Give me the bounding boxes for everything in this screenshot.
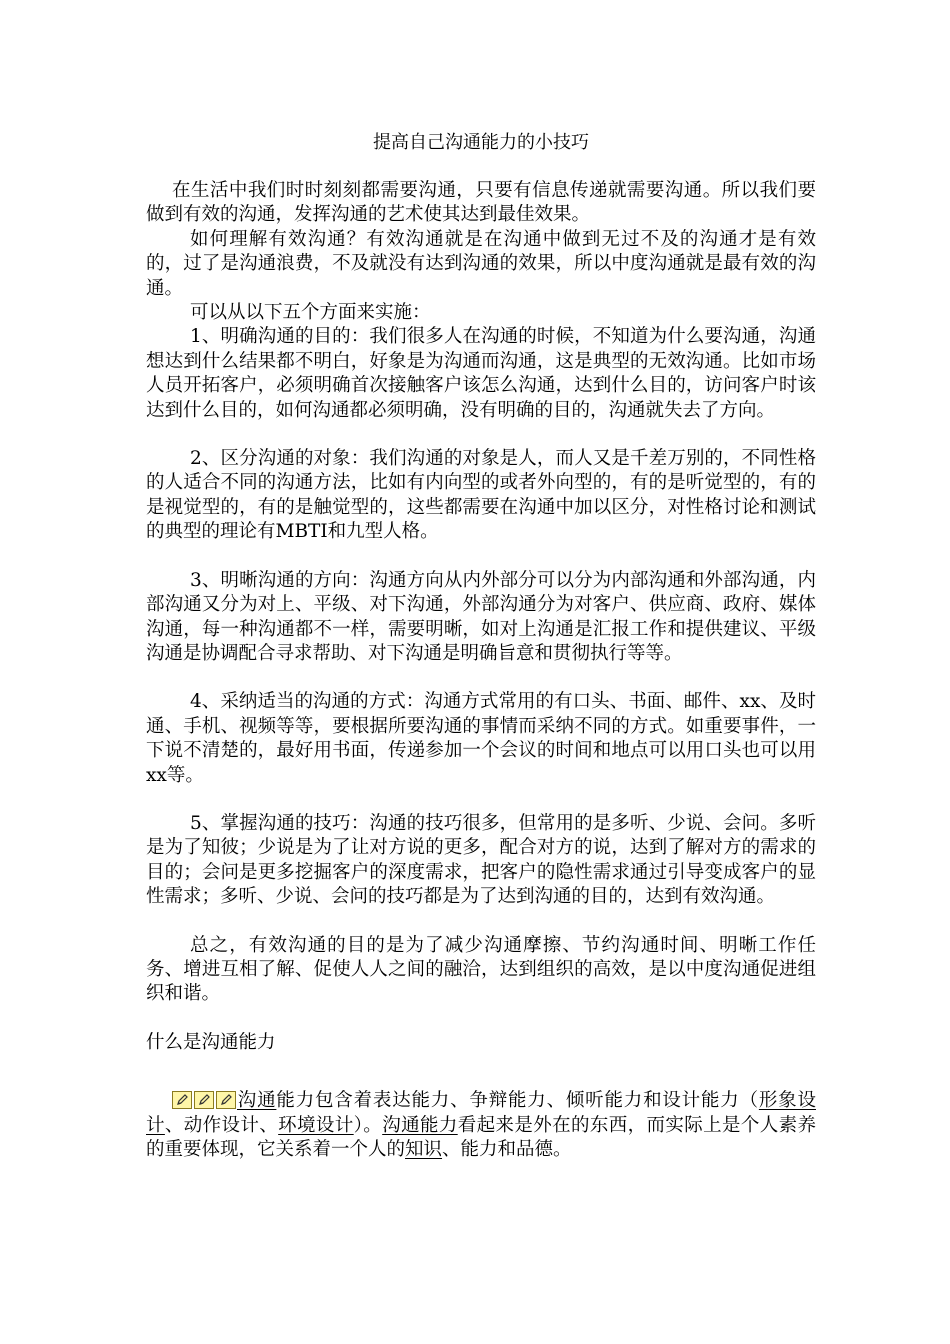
spacer [146, 666, 816, 690]
definition-text-1: 能力包含着表达能力、争辩能力、倾听能力和设计能力（ [276, 1090, 759, 1112]
link-huanjing-sheji[interactable]: 环境设计 [278, 1114, 354, 1136]
spacer [146, 910, 816, 934]
link-xingxiang-sheji[interactable]: 形象设计 [146, 1090, 816, 1136]
link-zhishi[interactable]: 知识 [405, 1139, 443, 1160]
edit-icon[interactable] [172, 1091, 192, 1109]
spacer [146, 1007, 816, 1031]
definition-text-5: 、能力和品德。 [442, 1139, 572, 1160]
point-2-paragraph: 2、区分沟通的对象：我们沟通的对象是人，而人又是千差万别的，不同性格的人适合不同的沟通方法，比如有内向型的或者外向型的，有的是听觉型的，有的是视觉型的，有的是触觉型的，这些都需要在沟通中加以区分，对性格讨论和测试的典型的理论有MBTI和九型人格。 [146, 448, 816, 543]
point-5-paragraph: 5、掌握沟通的技巧：沟通的技巧很多，但常用的是多听、少说、会问。多听是为了知彼；少说是为了让对方说的更多，配合对方的说，达到了解对方的需求的目的；会问是更多挖掘客户的深度需求，把客户的隐性需求通过引导变成客户的显性需求；多听、少说、会问的技巧都是为了达到沟通的目的，达到有效沟通。 [146, 812, 816, 908]
definition-text-2: 、动作设计、 [164, 1114, 279, 1136]
spacer [146, 545, 816, 569]
edit-icon[interactable] [216, 1091, 236, 1109]
point-1-paragraph: 1、明确沟通的目的：我们很多人在沟通的时候，不知道为什么要沟通，沟通想达到什么结果都不明白，好象是为沟通而沟通，这是典型的无效沟通。比如市场人员开拓客户，必须明确首次接触客户该怎么沟通，达到什么目的，访问客户时该达到什么目的，如何沟通都必须明确，没有明确的目的，沟通就失去了方向。 [146, 326, 816, 421]
intro-paragraph-1: 在生活中我们时时刻刻都需要沟通，只要有信息传递就需要沟通。所以我们要做到有效的沟通，发挥沟通的艺术使其达到最佳效果。 [146, 180, 816, 226]
spacer [146, 1055, 816, 1089]
point-3-paragraph: 3、明晰沟通的方向：沟通方向从内外部分可以分为内部沟通和外部沟通，内部沟通又分为对上、平级、对下沟通，外部沟通分为对客户、供应商、政府、媒体沟通，每一种沟通都不一样，需要明晰，如对上沟通是汇报工作和提供建议、平级沟通是协调配合寻求帮助、对下沟通是明确旨意和贯彻执行等等。 [146, 569, 816, 664]
point-4-paragraph: 4、采纳适当的沟通的方式：沟通方式常用的有口头、书面、邮件、xx、及时通、手机、视频等等，要根据所要沟通的事情而采纳不同的方式。如重要事件，一下说不清楚的，最好用书面，传递参加一个会议的时间和地点可以用口头也可以用xx等。 [146, 691, 816, 786]
spacer [146, 788, 816, 812]
link-goutong-nengli[interactable]: 沟通能力 [382, 1114, 458, 1136]
definition-text-3: ）。 [353, 1114, 383, 1136]
link-goutong[interactable]: 沟通 [237, 1090, 277, 1112]
document-title: 提高自己沟通能力的小技巧 [373, 132, 589, 153]
edit-icon[interactable] [194, 1091, 214, 1109]
definition-paragraph [146, 1089, 816, 1162]
summary-paragraph: 总之，有效沟通的目的是为了减少沟通摩擦、节约沟通时间、明晰工作任务、增进互相了解、促使人人之间的融洽，达到组织的高效，是以中度沟通促进组织和谐。 [146, 934, 816, 1005]
document-page [146, 130, 816, 1162]
section-heading: 什么是沟通能力 [146, 1031, 276, 1053]
edit-button-group[interactable] [172, 1091, 236, 1109]
spacer [146, 423, 816, 447]
definition-text-4: 看起来是外在的东西，而实际上是个人素养的重要体现，它关系着一个人的 [146, 1114, 816, 1160]
intro-paragraph-3: 可以从以下五个方面来实施： [190, 302, 431, 324]
intro-paragraph-2: 如何理解有效沟通？有效沟通就是在沟通中做到无过不及的沟通才是有效的，过了是沟通浪费，不及就没有达到沟通的效果，所以中度沟通就是最有效的沟通。 [146, 228, 816, 299]
